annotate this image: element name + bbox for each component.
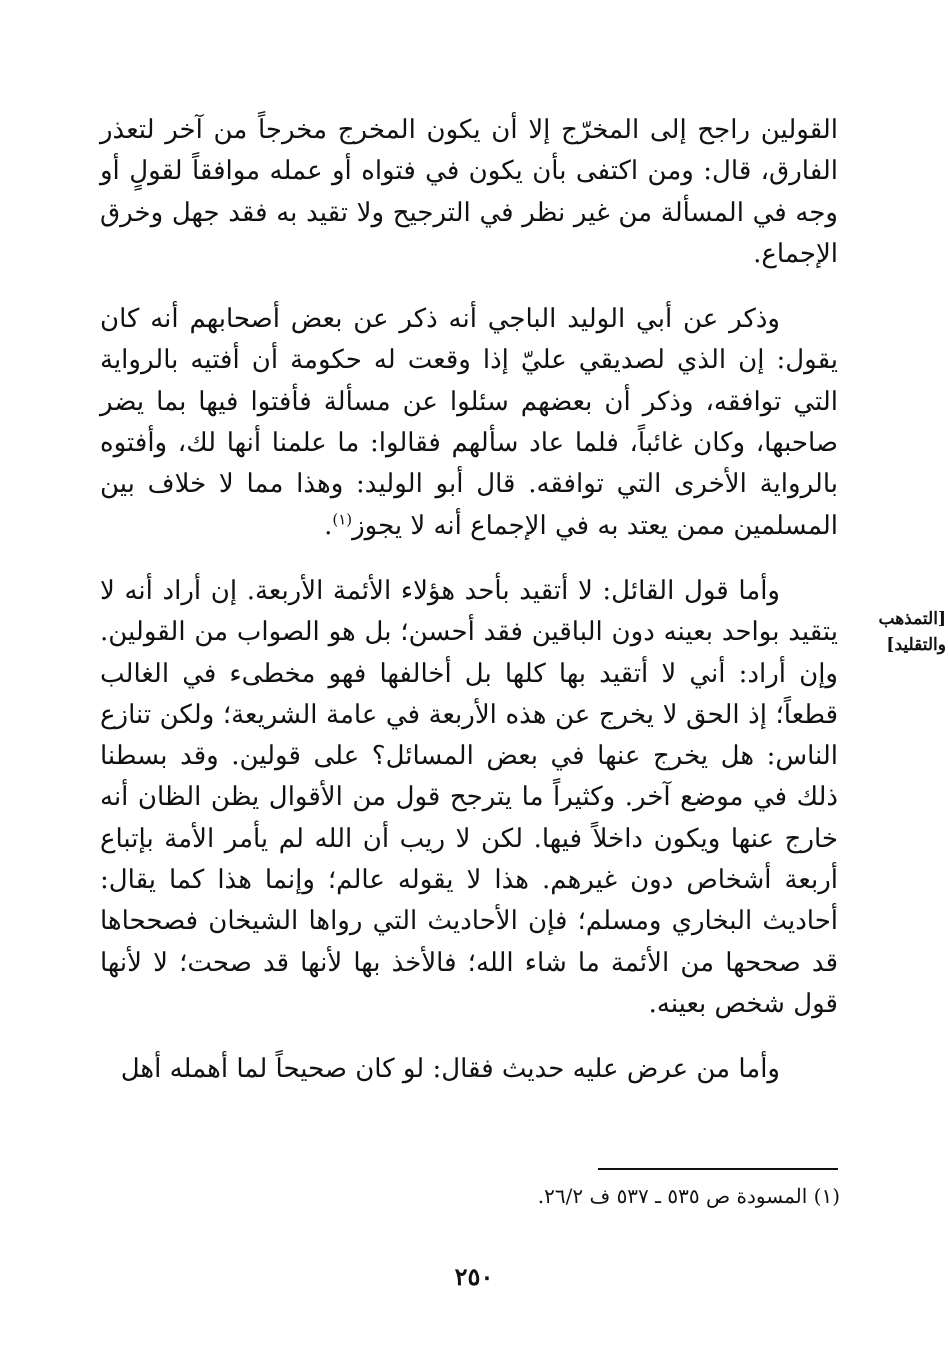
- paragraph-4: وأما من عرض عليه حديث فقال: لو كان صحيحاً لما أهمله أهل: [120, 1054, 780, 1085]
- paragraph-3: وأما قول القائل: لا أتقيد بأحد هؤلاء الأئمة الأربعة. إن أراد أنه لا يتقيد بواحد بعينه دون الباقين فقد أحسن؛ بل هو الصواب من القولين. وإن أراد: أني لا أتقيد بها كلها بل أخالفها فهو مخطىء في الغالب قطعاً؛ إذ الحق لا يخرج عن هذه الأربعة في عامة الشريعة؛ ولكن تنازع الناس: هل يخرج عنها في بعض المسائل؟ على قولين. وقد بسطنا ذلك في موضع آخر. وكثيراً ما يترجح قول من الأقوال يظن الظان أنه خارج عنها ويكون داخلاً فيها. لكن لا ريب أن الله لم يأمر الأمة بإتباع أربعة أشخاص دون غيرهم. هذا لا يقوله عالم؛ وإنما هذا كما يقال: أحاديث البخاري ومسلم؛ فإن الأحاديث التي رواها الشيخان فصححاها قد صححها من الأئمة ما شاء الله؛ فالأخذ بها لأنها قد صحت؛ لا لأنها قول شخص بعينه.: [100, 575, 838, 1019]
- margin-heading-line-1: [التمذهب: [878, 609, 946, 629]
- footnote: (١) المسودة ص ٥٣٥ ـ ٥٣٧ ف ٢٦/٢.: [537, 1184, 840, 1208]
- paragraph-2-text: وذكر عن أبي الوليد الباجي أنه ذكر عن بعض أصحابهم أنه كان يقول: إن الذي لصديقي عليّ إذا وقعت له حكومة أن أفتيه بالرواية التي توافقه، وذكر أن بعضهم سئلوا عن مسألة فأفتوا فيها بما يضر صاحبها، وكان غائباً، فلما عاد سألهم فقالوا: ما علمنا أنها لك، وأفتوه بالرواية الأخرى التي توافقه. قال أبو الوليد: وهذا مما لا خلاف بين المسلمين ممن يعتد به في الإجماع أنه لا يجوز: [100, 304, 838, 541]
- paragraph-2: [100, 299, 838, 547]
- main-text: [100, 110, 838, 1115]
- margin-heading: [872, 606, 946, 658]
- footnote-reference[interactable]: (١): [332, 510, 353, 529]
- margin-heading-line-2: والتقليد]: [886, 635, 946, 655]
- paragraph-1: القولين راجح إلى المخرّج إلا أن يكون المخرج مخرجاً من آخر لتعذر الفارق، قال: ومن اكتفى بأن يكون في فتواه أو عمله موافقاً لقولٍ أو وجه في المسألة من غير نظر في الترجيح ولا تقيد به فقد جهل وخرق الإجماع.: [100, 115, 838, 269]
- footnote-divider: [598, 1168, 838, 1170]
- page-number: ٢٥٠: [454, 1262, 494, 1291]
- paragraph-2-end: .: [324, 510, 333, 541]
